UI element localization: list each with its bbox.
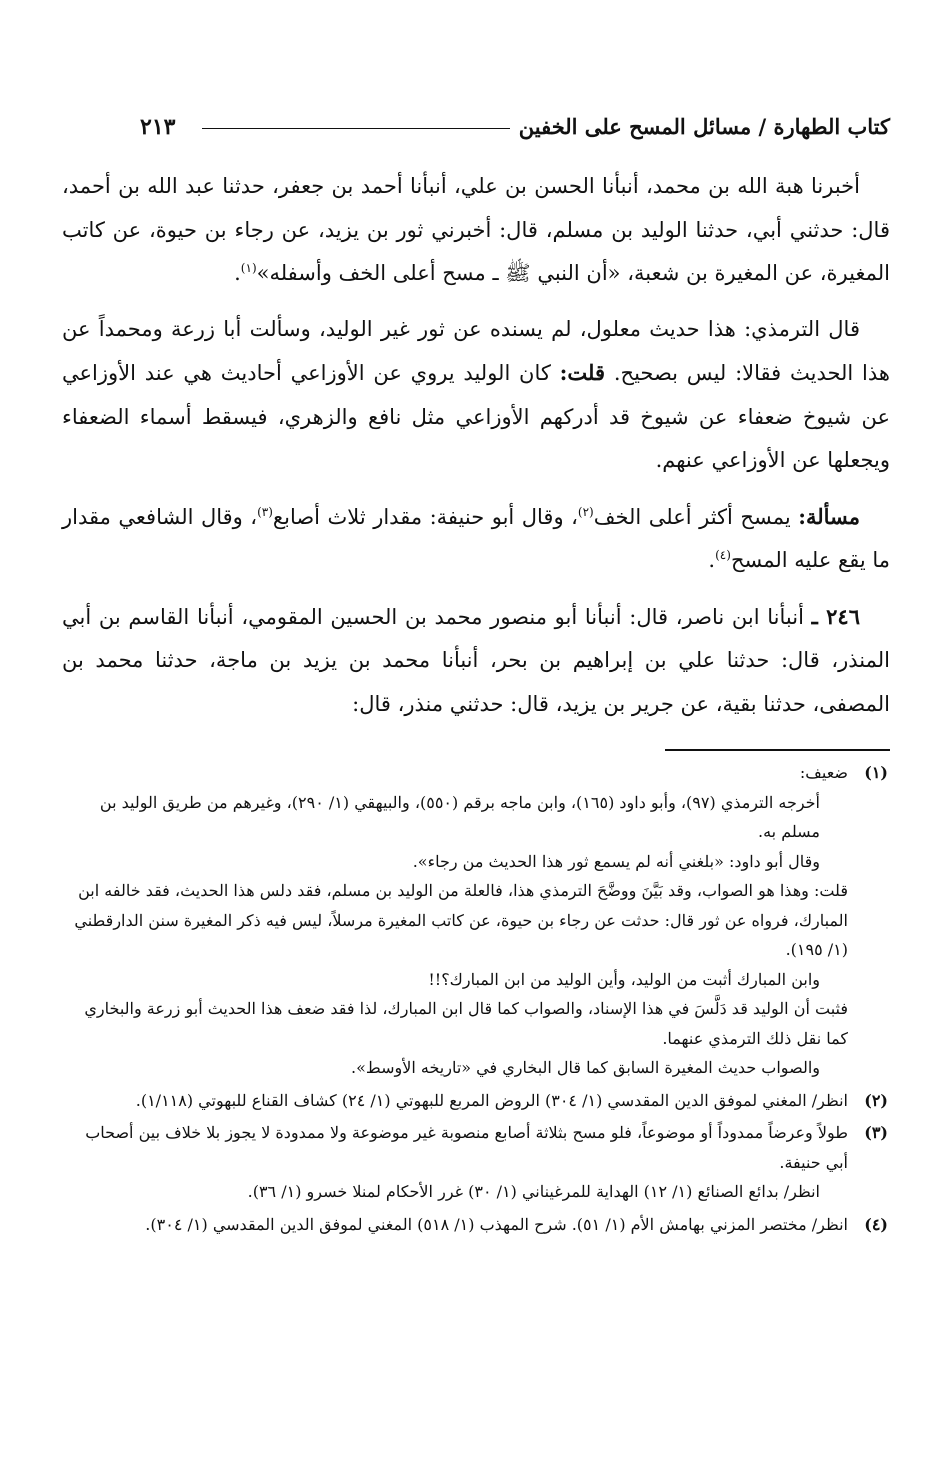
chapter-title: كتاب الطهارة / مسائل المسح على الخفين	[518, 114, 890, 139]
footnote-body	[62, 1210, 848, 1240]
header-rule	[202, 128, 510, 129]
hadith-number: ٢٤٦ ـ	[811, 603, 860, 629]
qultu-label: قلت:	[559, 360, 606, 385]
paragraph-text: ، وقال أبو حنيفة: مقدار ثلاث أصابع	[272, 504, 578, 529]
paragraph-end: .	[234, 261, 241, 285]
paragraph-text: ، وقال الشافعي مقدار ما يقع عليه المسح	[62, 504, 890, 572]
footnotes	[62, 758, 888, 1242]
footnote-number: (٤)	[864, 1214, 888, 1234]
footnote-ref-2[interactable]: (٢)	[577, 504, 594, 519]
footnote-line: ضعيف:	[799, 763, 848, 782]
running-header	[140, 112, 890, 146]
footnote-body	[62, 1118, 848, 1207]
footnote-separator	[665, 749, 890, 751]
paragraph-end: .	[708, 548, 716, 572]
footnote-line: أخرجه الترمذي (٩٧)، وأبو داود (١٦٥)، وابن ماجه برقم (٥٥٠)، والبيهقي (١/ ٢٩٠)، وغيرهم من طريق الوليد بن مسلم به.	[99, 792, 820, 841]
footnote-number: (٢)	[864, 1090, 888, 1110]
paragraph-text: قال الترمذي: هذا حديث معلول، لم يسنده عن ثور غير الوليد، وسألت أبا زرعة ومحمداً عن هذا الحديث فقالا: ليس بصحيح.	[62, 316, 890, 385]
footnote-1	[62, 758, 888, 1083]
footnote-line: قلت: وهذا هو الصواب، وقد بَيَّنَ ووضَّحَ الترمذي هذا، فالعلة من الوليد بن مسلم، فقد دلس هذا الحديث، فقد خالفه ابن المبارك، فرواه عن ثور قال: حدثت عن رجاء بن حيوة، عن كاتب المغيرة مرسلاً، ليس فيه ذكر المغيرة سنن الدارقطني (١/ ١٩٥).	[74, 881, 848, 959]
footnote-body	[62, 1086, 848, 1116]
footnote-line: وقال أبو داود: «بلغني أنه لم يسمع ثور هذا الحديث من رجاء».	[412, 851, 820, 871]
footnote-line: والصواب حديث المغيرة السابق كما قال البخاري في «تاريخه الأوسط».	[351, 1058, 820, 1077]
footnote-ref-1[interactable]: (١)	[240, 261, 257, 275]
footnote-line: انظر/ المغني لموفق الدين المقدسي (١/ ٣٠٤) الروض المربع للبهوتي (١/ ٢٤) كشاف القناع للبهوتي (١/١١٨).	[135, 1090, 848, 1110]
page-number: ٢١٣	[140, 114, 176, 140]
footnote-line: انظر/ مختصر المزني بهامش الأم (١/ ٥١). شرح المهذب (١/ ٥١٨) المغني لموفق الدين المقدسي (١/ ٣٠٤).	[145, 1214, 848, 1234]
footnote-3	[62, 1118, 888, 1207]
footnote-line: انظر/ بدائع الصنائع (١/ ١٢) الهداية للمرغيناني (١/ ٣٠) غرر الأحكام لمنلا خسرو (١/ ٣٦).	[247, 1182, 820, 1201]
footnote-2	[62, 1086, 888, 1116]
footnote-line: فثبت أن الوليد قد دَلَّسَ في هذا الإسناد، والصواب كما قال ابن المبارك، لذا فقد ضعف هذا الحديث أبو زرعة والبخاري كما نقل ذلك الترمذي عنهما.	[84, 999, 848, 1048]
masala-label: مسألة:	[798, 503, 861, 529]
paragraph-hadith-246	[62, 595, 890, 727]
paragraph-tirmidhi	[62, 308, 890, 483]
footnote-line: وابن المبارك أثبت من الوليد، وأين الوليد من ابن المبارك؟!!	[428, 969, 820, 989]
footnote-body	[62, 758, 848, 1083]
paragraph-text: أخبرنا هبة الله بن محمد، أنبأنا الحسن بن علي، أنبأنا أحمد بن جعفر، حدثنا عبد الله بن أحمد، قال: حدثني أبي، حدثنا الوليد بن مسلم، قال: أخبرني ثور بن يزيد، عن رجاء بن حيوة، عن كاتب المغيرة، عن المغيرة بن شعبة، «أن النبي ﷺ ـ مسح أعلى الخف وأسفله»	[62, 174, 890, 285]
paragraph-masala	[62, 495, 890, 583]
footnote-4	[62, 1210, 888, 1240]
main-text	[62, 165, 890, 726]
paragraph-text: يمسح أكثر أعلى الخف	[593, 504, 791, 529]
paragraph-text: أنبأنا ابن ناصر، قال: أنبأنا أبو منصور محمد بن الحسين المقومي، أنبأنا القاسم بن أبي المنذر، قال: حدثنا علي بن إبراهيم بن بحر، أنبأنا محمد بن يزيد بن ماجة، حدثنا محمد بن المصفى، حدثنا بقية، عن جرير بن يزيد، قال: حدثني منذر، قال:	[62, 604, 890, 716]
paragraph-hadith-isnad	[62, 165, 890, 296]
paragraph-text: كان الوليد يروي عن الأوزاعي أحاديث هي عند الأوزاعي عن شيوخ ضعفاء عن شيوخ قد أدركهم الأوزاعي مثل نافع والزهري، فيسقط أسماء الضعفاء ويجعلها عن الأوزاعي عنهم.	[62, 361, 890, 472]
footnote-ref-4[interactable]: (٤)	[715, 548, 731, 562]
footnote-number: (٣)	[864, 1123, 888, 1142]
footnote-ref-3[interactable]: (٣)	[257, 504, 273, 519]
footnote-line: طولاً وعرضاً ممدوداً أو موضوعاً، فلو مسح بثلاثة أصابع منصوبة غير موضوعة ولا ممدودة لا يجوز بلا خلاف بين أصحاب أبي حنيفة.	[85, 1123, 848, 1172]
footnote-number: (١)	[864, 763, 888, 782]
